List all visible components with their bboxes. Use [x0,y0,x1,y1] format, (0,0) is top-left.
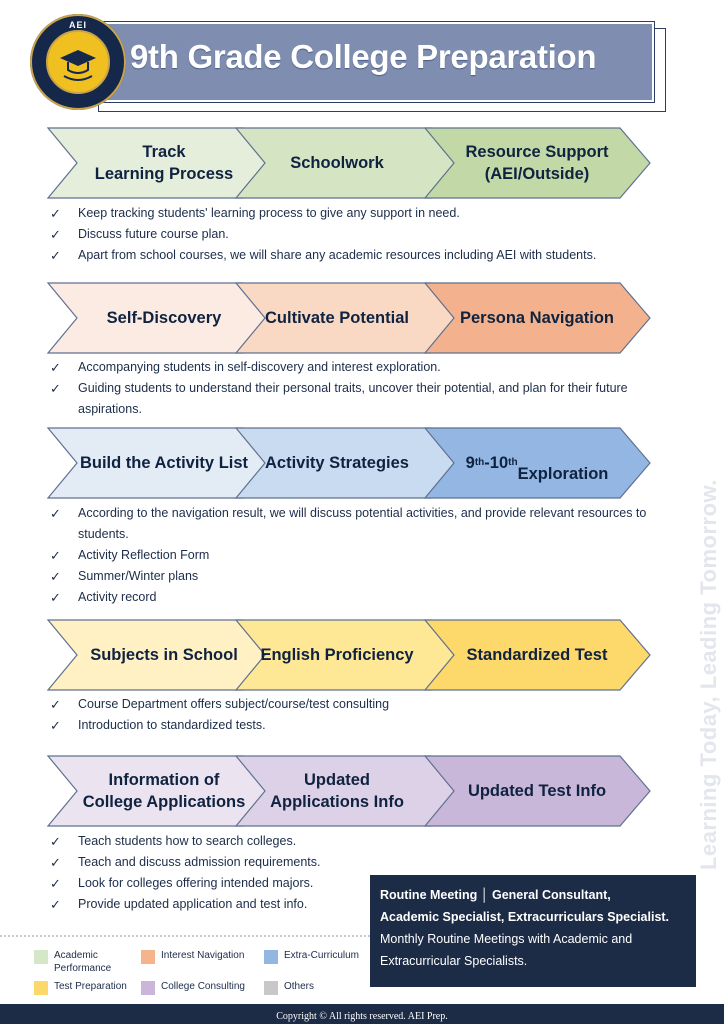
bullet-text: Discuss future course plan. [78,227,229,241]
bullet-text: Course Department offers subject/course/test consulting [78,697,390,711]
bullet-item [50,545,650,566]
meeting-line-1: Routine Meeting │ General Consultant, [380,888,611,902]
bullet-item [50,715,650,736]
bullet-item [50,852,350,873]
process-row [47,282,650,354]
check-icon: ✓ [50,897,61,912]
check-icon: ✓ [50,569,61,584]
process-row [47,127,650,199]
legend-swatch [264,981,278,995]
legend-label: College Consulting [161,981,245,992]
process-row [47,755,650,827]
bullet-text: Activity record [78,590,157,604]
legend-label: Test Preparation [54,981,127,992]
logo-shield-icon [46,30,110,94]
chevron-label: Resource Support (AEI/Outside) [465,143,609,183]
bullet-list [50,694,650,736]
check-icon: ✓ [50,227,61,242]
process-row [47,619,650,691]
check-icon: ✓ [50,548,61,563]
chevron-label: Standardized Test [466,646,608,664]
aei-logo [30,14,126,110]
bullet-text: Apart from school courses, we will share any academic resources including AEI with students. [78,248,597,262]
process-chevron [424,282,650,354]
bullet-text: According to the navigation result, we will discuss potential activities, and provide relevant resources to students. [78,506,647,541]
bullet-item [50,245,650,266]
chevron-label: Information of College Applications [82,771,246,811]
bullet-item [50,503,650,545]
bullet-list [50,203,650,266]
bullet-text: Provide updated application and test info. [78,897,308,911]
chevron-label: Updated Applications Info [270,771,404,811]
bullet-list [50,503,650,608]
bullet-item [50,203,650,224]
bullet-text: Guiding students to understand their personal traits, uncover their potential, and plan for their future aspirations. [78,381,628,416]
chevron-label: Activity Strategies [265,454,409,472]
legend-label: Extra-Curriculum [284,950,360,961]
side-slogan: Learning Today, Leading Tomorrow. [696,479,721,870]
bullet-item [50,694,650,715]
check-icon: ✓ [50,590,61,605]
copyright-text: Copyright © All rights reserved. AEI Prep. [276,1011,448,1022]
legend-swatch [264,950,278,964]
check-icon: ✓ [50,834,61,849]
page-title: 9th Grade College Preparation [130,38,597,75]
bullet-text: Keep tracking students' learning process to give any support in need. [78,206,460,220]
legend-label: Interest Navigation [161,950,245,961]
meeting-line-4: Extracurricular Specialists. [380,954,528,968]
process-chevron [424,427,650,499]
check-icon: ✓ [50,506,61,521]
bullet-text: Introduction to standardized tests. [78,718,266,732]
chevron-label: Cultivate Potential [265,309,409,327]
bullet-item [50,224,650,245]
chevron-label: 9 th -10 th Exploration [465,454,609,483]
chevron-label: Build the Activity List [79,454,249,472]
check-icon: ✓ [50,248,61,263]
logo-text: AEI [68,20,87,30]
legend-item [141,949,251,977]
bullet-item [50,357,650,378]
chevron-label: Updated Test Info [467,782,607,800]
process-chevron [424,127,650,199]
footer [0,1004,724,1024]
bullet-item [50,831,350,852]
bullet-item [50,894,350,915]
bullet-text: Teach and discuss admission requirements. [78,855,321,869]
bullet-text: Teach students how to search colleges. [78,834,297,848]
bullet-item [50,587,650,608]
check-icon: ✓ [50,718,61,733]
check-icon: ✓ [50,855,61,870]
check-icon: ✓ [50,381,61,396]
legend-item [264,949,374,977]
legend-label: Others [284,981,315,992]
chevron-label: Persona Navigation [459,309,615,327]
meeting-line-2: Academic Specialist, Extracurriculars Specialist. [380,910,670,924]
legend-item [34,949,144,977]
legend-divider [0,935,370,937]
bullet-text: Look for colleges offering intended majors. [78,876,314,890]
bullet-text: Summer/Winter plans [78,569,199,583]
chevron-label: Track Learning Process [94,143,234,183]
legend-swatch [141,950,155,964]
graduation-cap-icon [48,32,108,92]
chevron-label: English Proficiency [260,646,414,664]
legend-swatch [34,981,48,995]
bullet-item [50,566,650,587]
process-chevron [424,619,650,691]
bullet-list [50,357,650,420]
legend-swatch [141,981,155,995]
check-icon: ✓ [50,206,61,221]
process-row [47,427,650,499]
bullet-text: Accompanying students in self-discovery and interest exploration. [78,360,441,374]
check-icon: ✓ [50,360,61,375]
bullet-list [50,831,350,915]
bullet-item [50,873,350,894]
process-chevron [424,755,650,827]
bullet-text: Activity Reflection Form [78,548,210,562]
check-icon: ✓ [50,876,61,891]
legend-swatch [34,950,48,964]
legend-label: Academic Performance [54,950,112,974]
routine-meeting-box [370,875,696,987]
chevron-label: Subjects in School [90,646,238,664]
chevron-label: Self-Discovery [106,309,222,327]
chevron-label: Schoolwork [290,154,384,172]
bullet-item [50,378,650,420]
check-icon: ✓ [50,697,61,712]
meeting-line-3: Monthly Routine Meetings with Academic and [380,932,633,946]
